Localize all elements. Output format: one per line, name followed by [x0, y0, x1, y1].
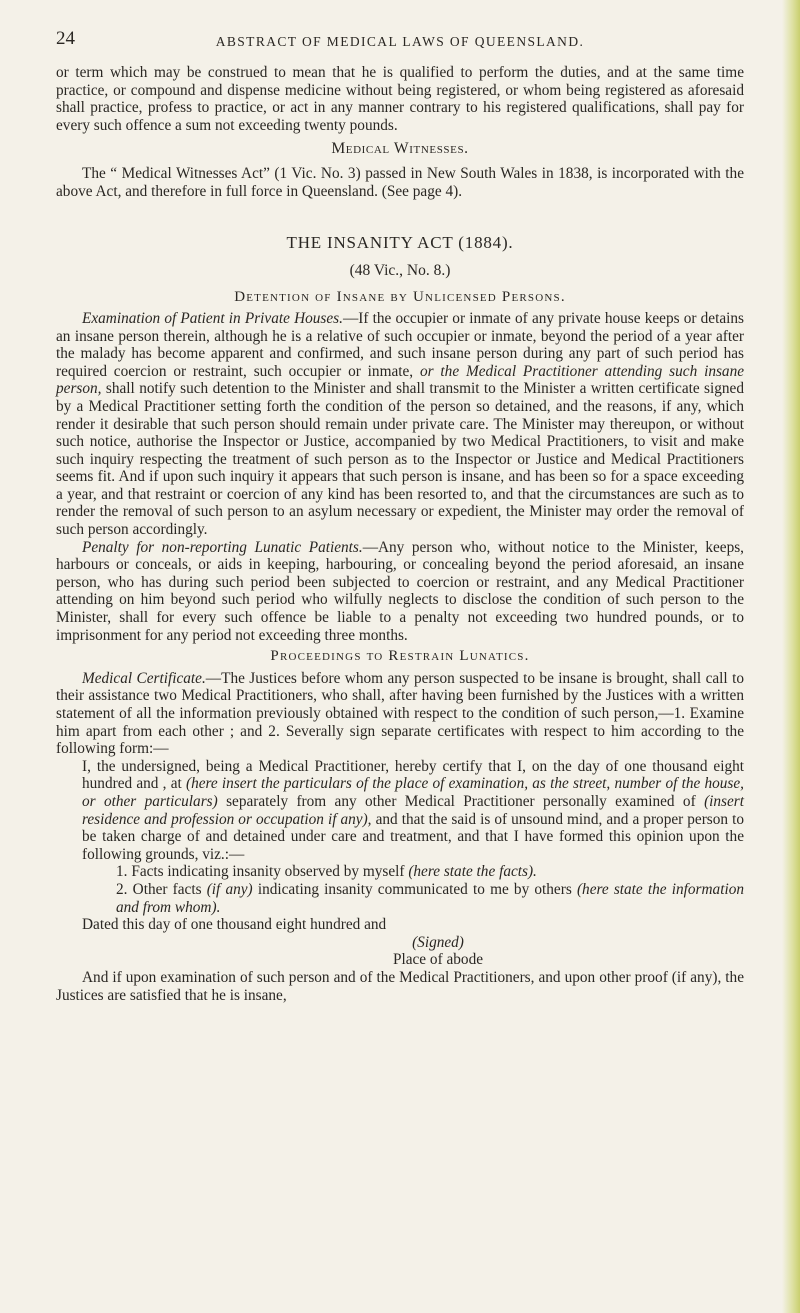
medical-witnesses-heading: Medical Witnesses.: [331, 140, 469, 158]
detention-heading: Detention of Insane by Unlicensed Persons.: [234, 289, 566, 306]
medical-witnesses-paragraph: The “ Medical Witnesses Act” (1 Vic. No. 3) passed in New South Wales in 1838, is incorporated with the above Act, and therefore in full force in Queensland. (See page 4).: [56, 164, 744, 200]
page-body: [56, 64, 744, 1004]
list-item: 2. Other facts (if any) indicating insanity communicated to me by others (here state the information and from whom).: [116, 880, 744, 916]
list-item: 1. Facts indicating insanity observed by myself (here state the facts).: [116, 863, 537, 881]
proceedings-heading: Proceedings to Restrain Lunatics.: [270, 648, 530, 665]
form-abode: Place of abode: [392, 951, 484, 969]
form-body: I, the undersigned, being a Medical Practitioner, hereby certify that I, on the day of one thousand eight hundred and , at (here insert the particulars of the place of examination, as the street, number of the house, or other particulars) separately from any other Medical Practitioner personally examined of (insert residence and profession or occupation if any), and that the said is of unsound mind, and a proper person to be taken charge of and detained under care and treatment, and that I have formed this opinion upon the following grounds, viz.:—: [82, 757, 745, 863]
form-dated-line: Dated this day of one thousand eight hundred and: [82, 916, 387, 934]
closing-paragraph: And if upon examination of such person and of the Medical Practitioners, and upon other proof (if any), the Justices are satisfied that he is insane,: [56, 968, 744, 1004]
form-signed: (Signed): [412, 933, 464, 951]
page-edge-stain: [782, 0, 800, 1313]
intro-paragraph: or term which may be construed to mean that he is qualified to perform the duties, and at the same time practice, or compound and dispense medicine without being registered, or whom being registered as aforesaid shall practice, profess to practice, or act in any manner contrary to his registered qualifications, shall pay for every such offence a sum not exceeding twenty pounds.: [56, 64, 744, 134]
penalty-paragraph: Penalty for non-reporting Lunatic Patients.—Any person who, without notice to the Minister, keeps, harbours or conceals, or aids in keeping, harbouring, or concealing beyond the period aforesaid, an insane person, who has during such period been subjected to coercion or restraint, and any Medical Practitioner attending on him beyond such period who wilfully neglects to disclose the condition of such person to the Minister, shall for every such offence be liable to a penalty not exceeding two hundred pounds, or to imprisonment for any period not exceeding three months.: [56, 538, 744, 644]
certificate-heading: Medical Certificate.: [82, 669, 206, 687]
act-subtitle: (48 Vic., No. 8.): [349, 261, 451, 279]
page-header: [48, 28, 752, 52]
page-number: 24: [56, 28, 75, 49]
penalty-heading: Penalty for non-reporting Lunatic Patients.: [82, 538, 363, 556]
examination-heading: Examination of Patient in Private Houses.: [82, 309, 343, 327]
grounds-list: [100, 863, 744, 916]
certificate-form: [82, 758, 744, 969]
certificate-paragraph: Medical Certificate.—The Justices before whom any person suspected to be insane is brought, shall call to their assistance two Medical Practitioners, who shall, after having been furnished by the Justices with a written statement of all the information previously obtained with respect to the condition of such person,—1. Examine him apart from each other ; and 2. Severally sign separate certificates with respect to him according to the following form:—: [56, 669, 744, 758]
examination-paragraph: Examination of Patient in Private Houses.—If the occupier or inmate of any private house keeps or detains an insane person therein, although he is a relative of such occupier or inmate, beyond the period of a year after the malady has become apparent and confirmed, and such insane person during any part of such period has required coercion or restraint, such occupier or inmate, or the Medical Practitioner attending such insane person, shall notify such detention to the Minister and shall transmit to the Minister a written certificate signed by a Medical Practitioner setting forth the condition of the person so detained, and the reasons, if any, which render it desirable that such person should remain under private care. The Minister may thereupon, or without such notice, authorise the Inspector or Justice, accompanied by two Medical Practitioners, to visit and make such inquiry respecting the treatment of such person as to the Inspector or Justice and Medical Practitioners seems fit. And if upon such inquiry it appears that such person is insane, and has been so for a space exceeding a year, and that restraint or coercion of any kind has been resorted to, and that the circumstances are such as to render the removal of such person to an asylum necessary or expedient, the Minister may order the removal of such person accordingly.: [56, 309, 745, 539]
running-title: ABSTRACT OF MEDICAL LAWS OF QUEENSLAND.: [215, 34, 585, 49]
act-title: THE INSANITY ACT (1884).: [286, 233, 514, 253]
